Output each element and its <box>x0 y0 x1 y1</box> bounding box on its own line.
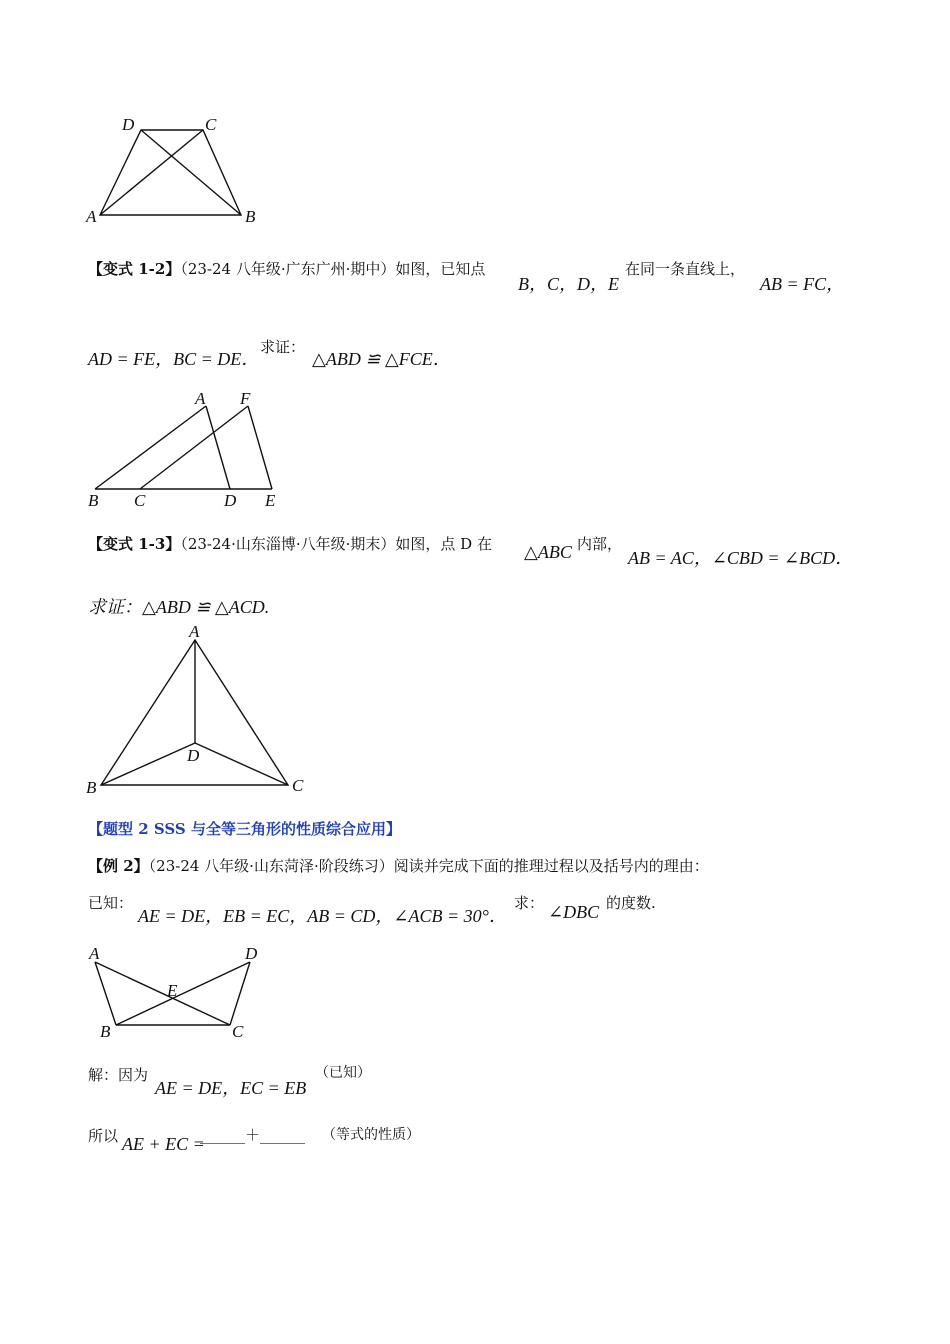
fig3-label-d: D <box>187 746 200 765</box>
fig4-label-a: A <box>89 944 100 963</box>
fig2-label-f: F <box>240 389 251 408</box>
variant-1-3-source: （23-24·山东淄博·八年级·期末）如图，点 D 在 <box>180 535 492 553</box>
type-2-heading: 【题型 2 SSS 与全等三角形的性质综合应用】 <box>88 820 401 838</box>
therefore-math: AE + EC = <box>122 1134 205 1154</box>
variant-1-2-prove: △ABD ≌ △FCE． <box>312 349 451 369</box>
variant-1-3-tag: 【变式 1-3】 <box>88 535 181 553</box>
fig4-label-e: E <box>167 981 178 1000</box>
fig2-label-c: C <box>134 491 146 510</box>
therefore-reason: （等式的性质） <box>322 1127 420 1143</box>
example-2-ask-tail: 的度数. <box>606 894 656 912</box>
fig2-label-e: E <box>265 491 276 510</box>
example-2-tag: 【例 2】 <box>88 857 149 875</box>
variant-1-3-prove: 求证：△ABD ≌ △ACD. <box>88 597 270 617</box>
variant-1-2-line1 <box>88 258 485 279</box>
therefore-blanks: ______＋______ <box>200 1126 306 1144</box>
fig3-label-a: A <box>189 622 200 641</box>
variant-1-2-source: （23-24 八年级·广东广州·期中）如图，已知点 <box>180 260 486 278</box>
example-2-source: （23-24 八年级·山东菏泽·阶段练习）阅读并完成下面的推理过程以及括号内的理由： <box>148 857 709 875</box>
fig1-label-a: A <box>86 207 97 226</box>
solution-reason: （已知） <box>315 1065 371 1081</box>
fig2-label-a: A <box>195 389 206 408</box>
solution-label: 解：因为 <box>88 1066 149 1084</box>
variant-1-3-line1 <box>88 533 492 554</box>
therefore-label: 所以 <box>88 1127 119 1145</box>
variant-1-2-prove-label: 求证： <box>260 338 306 356</box>
fig2-label-d: D <box>224 491 237 510</box>
example-2-ask: ∠DBC <box>548 902 600 922</box>
fig1-label-c: C <box>205 115 217 134</box>
variant-1-2-points-tail: 在同一条直线上， <box>625 260 746 278</box>
example-2-ask-label: 求： <box>514 894 545 912</box>
example-2-line1 <box>88 855 709 876</box>
variant-1-2-cond1: AB = FC， <box>760 274 845 294</box>
fig1-label-b: B <box>245 207 256 226</box>
fig3-label-c: C <box>292 776 304 795</box>
variant-1-2-points: B，C，D，E <box>518 274 619 294</box>
variant-1-3-tri: △ABC <box>524 542 572 562</box>
fig3-label-b: B <box>86 778 97 797</box>
fig4-label-b: B <box>100 1022 111 1041</box>
trapezoid-shape <box>100 130 241 215</box>
variant-1-3-inside: 内部， <box>577 535 623 553</box>
solution-math: AE = DE，EC = EB <box>155 1078 307 1098</box>
example-2-known-label: 已知： <box>88 894 134 912</box>
variant-1-2-tag: 【变式 1-2】 <box>88 260 181 278</box>
variant-1-2-cond2: AD = FE，BC = DE． <box>88 349 260 369</box>
figure-two-triangles <box>95 406 272 489</box>
fig2-label-b: B <box>88 491 99 510</box>
fig1-label-d: D <box>122 115 135 134</box>
example-2-known: AE = DE，EB = EC，AB = CD，∠ACB = 30°． <box>138 906 507 926</box>
fig4-label-c: C <box>232 1022 244 1041</box>
fig4-label-d: D <box>245 944 258 963</box>
variant-1-3-cond: AB = AC，∠CBD = ∠BCD． <box>628 548 854 568</box>
